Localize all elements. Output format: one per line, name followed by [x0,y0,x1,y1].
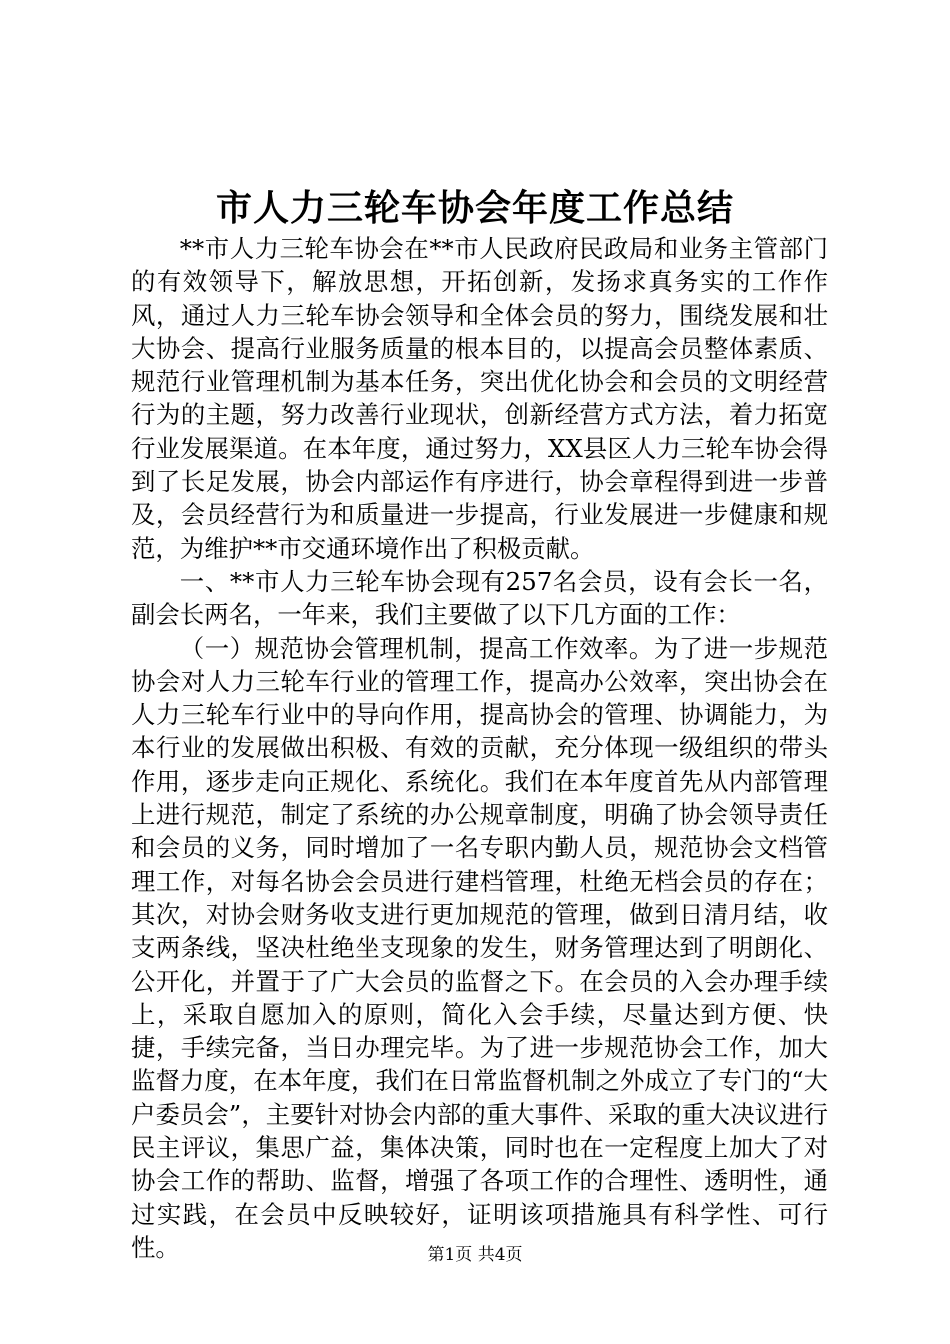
document-body [131,232,828,1264]
page-number: 第1页 共4页 [427,1245,523,1265]
paragraph-intro: **市人力三轮车协会在**市人民政府民政局和业务主管部门的有效领导下，解放思想，开拓创新，发扬求真务实的工作作风，通过人力三轮车协会领导和全体会员的努力，围绕发展和壮大协会、提高行业服务质量的根本目的，以提高会员整体素质、规范行业管理机制为基本任务，突出优化协会和会员的文明经营行为的主题，努力改善行业现状，创新经营方式方法，着力拓宽行业发展渠道。在本年度，通过努力，XX县区人力三轮车协会得到了长足发展，协会内部运作有序进行，协会章程得到进一步普及，会员经营行为和质量进一步提高，行业发展进一步健康和规范，为维护**市交通环境作出了积极贡献。 [131,234,828,563]
paragraph-section-one: 一、**市人力三轮车协会现有257名会员，设有会长一名，副会长两名，一年来，我们主要做了以下几方面的工作： [131,566,828,630]
document-title: 市人力三轮车协会年度工作总结 [215,187,734,229]
paragraph-subsection-one: （一）规范协会管理机制，提高工作效率。为了进一步规范协会对人力三轮车行业的管理工作，提高办公效率，突出协会在人力三轮车行业中的导向作用，提高协会的管理、协调能力，为本行业的发展做出积极、有效的贡献，充分体现一级组织的带头作用，逐步走向正规化、系统化。我们在本年度首先从内部管理上进行规范，制定了系统的办公规章制度，明确了协会领导责任和会员的义务，同时增加了一名专职内勤人员，规范协会文档管理工作，对每名协会会员进行建档管理，杜绝无档会员的存在；其次，对协会财务收支进行更加规范的管理，做到日清月结，收支两条线，坚决杜绝坐支现象的发生，财务管理达到了明朗化、公开化，并置于了广大会员的监督之下。在会员的入会办理手续上，采取自愿加入的原则，简化入会手续，尽量达到方便、快捷，手续完备，当日办理完毕。为了进一步规范协会工作，加大监督力度，在本年度，我们在日常监督机制之外成立了专门的“大户委员会”，主要针对协会内部的重大事件、采取的重大决议进行民主评议，集思广益，集体决策，同时也在一定程度上加大了对协会工作的帮助、监督，增强了各项工作的合理性、透明性，通过实践，在会员中反映较好，证明该项措施具有科学性、可行性。 [131,633,828,1262]
